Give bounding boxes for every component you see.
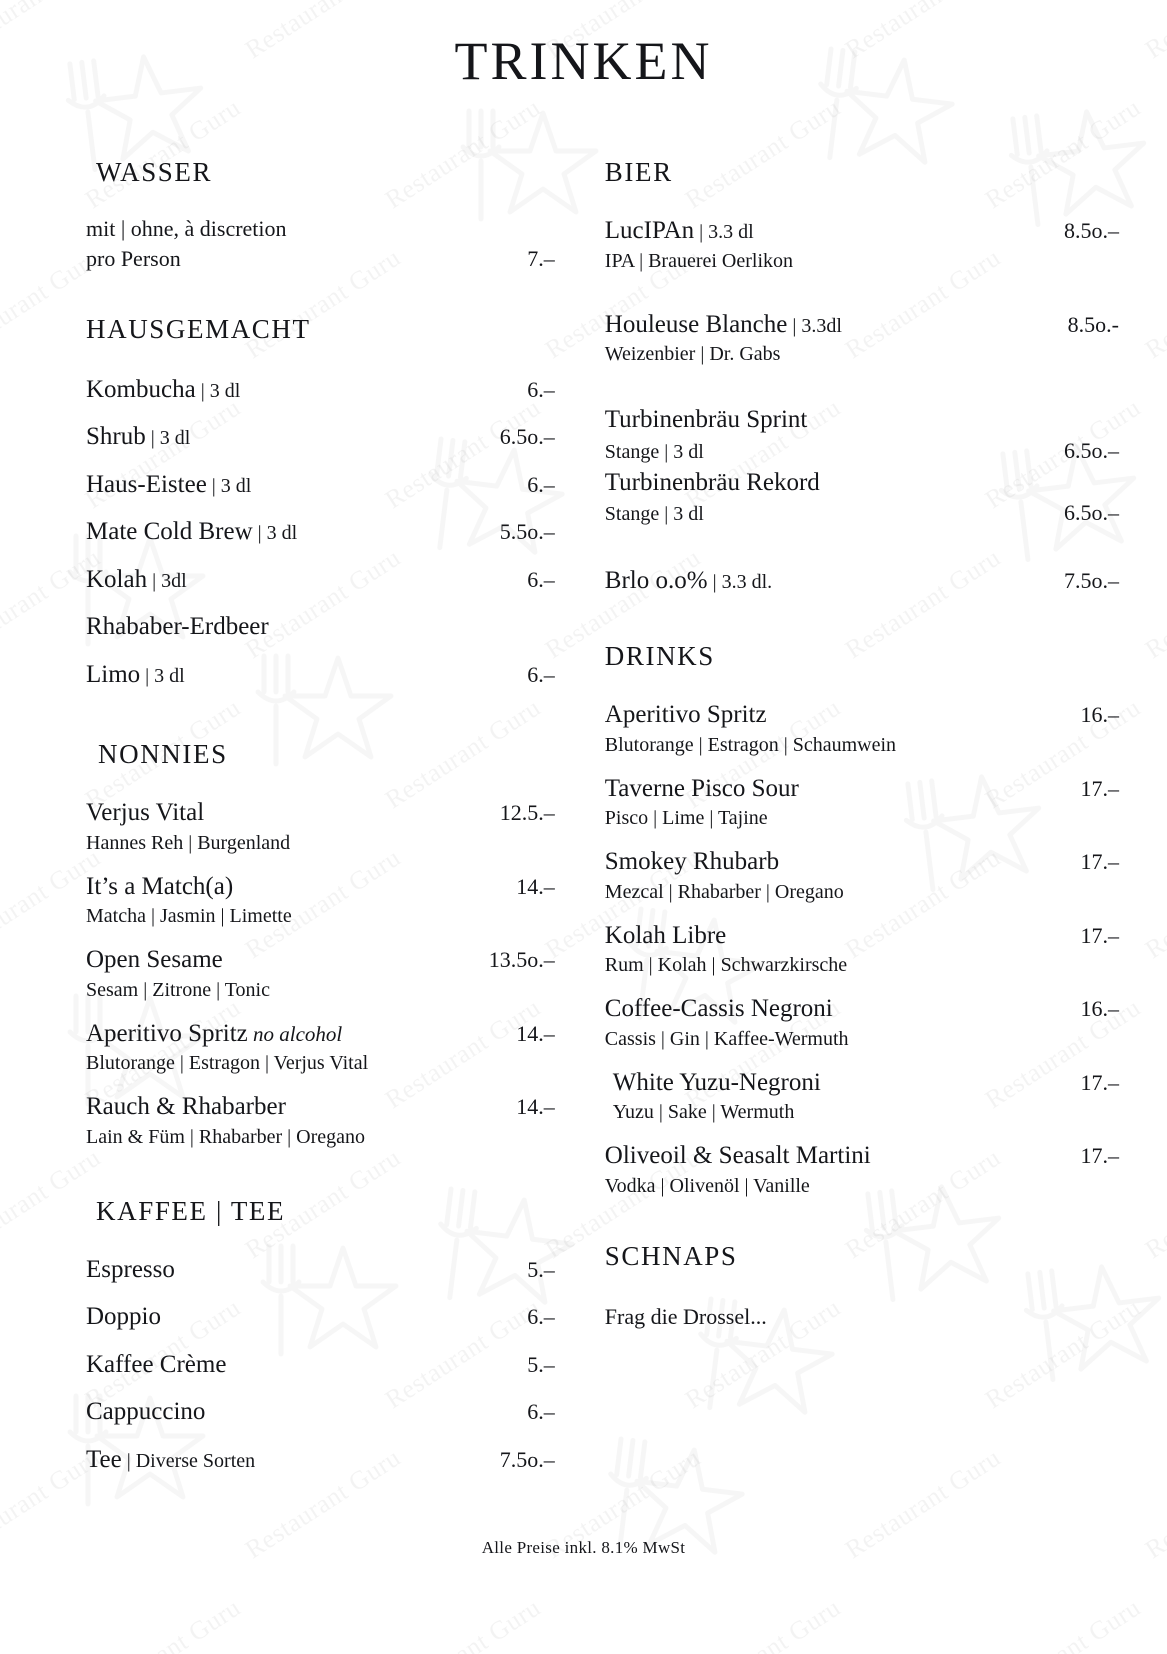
menu-item — [86, 943, 555, 1003]
item-price: 17.– — [1080, 775, 1119, 801]
item-name: Limo | 3 dl — [86, 660, 185, 688]
item-description-row — [605, 879, 1119, 905]
section-schnaps — [605, 1241, 1119, 1332]
item-price: 5.5o.– — [499, 519, 555, 545]
item-price-secondary: 6.5o.– — [1064, 500, 1119, 526]
menu-item — [605, 845, 1119, 905]
item-name: Doppio — [86, 1303, 161, 1331]
item-name: Turbinenbräu Sprint — [604, 406, 808, 434]
item-title-row — [86, 468, 555, 502]
item-name: Smokey Rhubarb — [604, 848, 780, 876]
item-description-row — [605, 1026, 1119, 1052]
section-heading-bier: BIER — [604, 157, 673, 188]
item-unit: | 3 dl — [206, 474, 252, 497]
item-price: 17.– — [1080, 1143, 1119, 1169]
item-unit: | 3dl — [147, 569, 187, 592]
left-column — [38, 157, 567, 1490]
item-name: mit | ohne, à discretion — [86, 216, 287, 242]
item-note: no alcohol — [247, 1021, 343, 1046]
item-name: Oliveoil & Seasalt Martini — [604, 1142, 871, 1170]
item-name: Cappuccino — [86, 1398, 206, 1426]
item-name: Rhababer-Erdbeer — [86, 613, 269, 641]
item-name: Haus-Eistee | 3 dl — [86, 470, 252, 498]
item-title-row — [605, 466, 1119, 500]
item-title-row — [86, 870, 555, 904]
section-heading-drinks: DRINKS — [604, 641, 715, 672]
item-title-row — [605, 919, 1119, 953]
menu-item — [86, 610, 555, 644]
menu-item — [86, 1090, 555, 1150]
item-price: 6.– — [527, 661, 555, 687]
menu-item — [613, 1066, 1119, 1126]
right-column — [567, 157, 1129, 1331]
item-description-row — [613, 1099, 1119, 1125]
item-title-row — [86, 1300, 555, 1334]
item-description-row — [605, 805, 1119, 831]
item-name: Aperitivo Spritz no alcohol — [86, 1019, 343, 1047]
item-price: 7.5o.– — [1064, 567, 1119, 593]
section-heading-nonnies: NONNIES — [98, 739, 228, 770]
item-name: Open Sesame — [86, 946, 223, 974]
section-drinks — [605, 641, 1119, 1199]
menu-item — [86, 1348, 555, 1382]
item-description-row — [605, 248, 1119, 274]
price-disclaimer: Alle Preise inkl. 8.1% MwSt — [481, 1538, 686, 1557]
item-title-row — [86, 1017, 555, 1051]
item-unit: | 3 dl — [195, 379, 241, 402]
menu-item — [86, 870, 555, 930]
menu-item — [605, 1302, 1119, 1332]
section-kaffee-tee — [86, 1196, 555, 1477]
item-price: 13.5o.– — [488, 947, 555, 973]
item-unit: | Diverse Sorten — [121, 1449, 256, 1472]
item-description-row — [605, 499, 1119, 528]
item-unit: | 3 dl — [145, 427, 191, 450]
item-description: Mezcal | Rhabarber | Oregano — [604, 880, 844, 903]
item-price: 12.5.– — [499, 800, 555, 826]
section-heading-wasser: WASSER — [96, 157, 213, 188]
item-name-secondary: pro Person — [86, 246, 181, 272]
item-list — [605, 1302, 1119, 1332]
item-price: 16.– — [1080, 996, 1119, 1022]
item-price: 16.– — [1080, 702, 1119, 728]
item-description-row — [605, 952, 1119, 978]
item-description: Yuzu | Sake | Wermuth — [612, 1101, 795, 1124]
section-heading-kaffee-tee: KAFFEE | TEE — [96, 1195, 286, 1226]
item-price: 7.5o.– — [499, 1446, 555, 1472]
section-nonnies — [86, 739, 555, 1150]
item-name: Houleuse Blanche | 3.3dl — [604, 310, 842, 338]
menu-item — [86, 420, 555, 454]
menu-item — [86, 515, 555, 549]
item-price: 8.5o.– — [1064, 218, 1119, 244]
item-title-row — [605, 1139, 1119, 1173]
item-title-row — [605, 214, 1119, 248]
item-title-row — [86, 515, 555, 549]
item-description: Lain & Füm | Rhabarber | Oregano — [86, 1125, 366, 1148]
menu-item — [605, 466, 1119, 528]
menu-item — [605, 403, 1119, 465]
item-description-row — [86, 903, 555, 929]
item-description: Pisco | Lime | Tajine — [604, 807, 768, 830]
item-title-row — [605, 845, 1119, 879]
menu-item — [605, 992, 1119, 1052]
item-description-row — [605, 1173, 1119, 1199]
item-description: Stange | 3 dl — [604, 440, 704, 463]
menu-item — [605, 1139, 1119, 1199]
item-unit: | 3.3 dl. — [707, 570, 773, 593]
menu-item — [86, 1443, 555, 1477]
item-description-row — [86, 1124, 555, 1150]
item-price: 17.– — [1080, 1069, 1119, 1095]
item-title-row — [86, 1348, 555, 1382]
item-title-row — [613, 1066, 1119, 1100]
page-title: TRINKEN — [454, 31, 713, 91]
section-heading-hausgemacht: HAUSGEMACHT — [86, 313, 311, 344]
item-title-row — [605, 564, 1119, 598]
item-title-row — [605, 308, 1119, 342]
item-title-row — [605, 992, 1119, 1026]
menu-item — [86, 1300, 555, 1334]
item-description: Matcha | Jasmin | Limette — [86, 905, 292, 928]
item-price: 6.– — [527, 1304, 555, 1330]
item-unit: | 3.3 dl — [694, 221, 754, 244]
item-list — [86, 1253, 555, 1477]
item-name: Mate Cold Brew | 3 dl — [86, 518, 298, 546]
menu-item — [86, 1253, 555, 1287]
item-description: Blutorange | Estragon | Schaumwein — [604, 733, 897, 756]
item-title-row — [605, 403, 1119, 437]
item-price-secondary: 6.5o.– — [1064, 437, 1119, 463]
item-list — [605, 214, 1119, 597]
item-price: 6.5o.– — [499, 424, 555, 450]
item-list — [86, 214, 555, 273]
menu-item — [605, 919, 1119, 979]
menu-item — [605, 698, 1119, 758]
item-name: Frag die Drossel... — [604, 1303, 767, 1329]
item-description: Weizenbier | Dr. Gabs — [604, 343, 781, 366]
item-list — [86, 796, 555, 1150]
item-title-row — [86, 658, 555, 692]
item-description-row — [605, 341, 1119, 367]
menu-item — [86, 796, 555, 856]
item-unit: | 3 dl — [252, 522, 298, 545]
item-price: 5.– — [527, 1351, 555, 1377]
item-title-row — [86, 1443, 555, 1477]
item-title-row — [86, 943, 555, 977]
item-description: Sesam | Zitrone | Tonic — [86, 978, 270, 1001]
item-name: Turbinenbräu Rekord — [604, 468, 820, 496]
item-price: 17.– — [1080, 922, 1119, 948]
item-name: Brlo o.o% | 3.3 dl. — [604, 566, 773, 594]
menu-item — [86, 1395, 555, 1429]
item-price: 6.– — [527, 1399, 555, 1425]
item-title-row — [86, 563, 555, 597]
menu-item — [86, 373, 555, 407]
item-title-row — [86, 1253, 555, 1287]
section-heading-schnaps: SCHNAPS — [604, 1240, 738, 1271]
item-name: Rauch & Rhabarber — [86, 1093, 286, 1121]
item-title-row — [86, 796, 555, 830]
item-name: It’s a Match(a) — [86, 872, 234, 900]
item-name: Coffee-Cassis Negroni — [604, 995, 833, 1023]
menu-item — [605, 308, 1119, 368]
item-price: 14.– — [516, 873, 555, 899]
item-list — [86, 373, 555, 692]
item-description: Vodka | Olivenöl | Vanille — [604, 1174, 810, 1197]
item-description: Stange | 3 dl — [604, 503, 704, 526]
menu-item — [86, 658, 555, 692]
section-hausgemacht — [86, 314, 555, 692]
item-description: Hannes Reh | Burgenland — [86, 831, 291, 854]
item-name: Shrub | 3 dl — [86, 423, 191, 451]
item-name: LucIPAn | 3.3 dl — [604, 217, 754, 245]
item-price: 17.– — [1080, 849, 1119, 875]
item-title-row — [86, 373, 555, 407]
item-description-row — [605, 732, 1119, 758]
item-description: IPA | Brauerei Oerlikon — [604, 249, 794, 272]
section-bier — [605, 157, 1119, 597]
item-name: White Yuzu-Negroni — [612, 1068, 821, 1096]
menu-item — [86, 563, 555, 597]
item-description: Blutorange | Estragon | Verjus Vital — [86, 1052, 369, 1075]
menu-columns — [0, 157, 1167, 1490]
item-name: Tee | Diverse Sorten — [86, 1445, 256, 1473]
item-price: 6.– — [527, 376, 555, 402]
item-price: 6.– — [527, 566, 555, 592]
item-title-row — [86, 1395, 555, 1429]
item-price: 14.– — [516, 1020, 555, 1046]
item-title-row — [86, 420, 555, 454]
item-description-row — [86, 830, 555, 856]
item-name: Taverne Pisco Sour — [604, 774, 799, 802]
item-title-row — [86, 610, 555, 644]
item-price: 5.– — [527, 1256, 555, 1282]
menu-item — [605, 214, 1119, 274]
item-list — [605, 698, 1119, 1199]
menu-item — [605, 772, 1119, 832]
menu-item — [86, 468, 555, 502]
item-title-row — [86, 1090, 555, 1124]
item-name: Kombucha | 3 dl — [86, 375, 241, 403]
item-description: Rum | Kolah | Schwarzkirsche — [604, 954, 848, 977]
item-price: 6.– — [527, 471, 555, 497]
item-price: 8.5o.- — [1067, 311, 1119, 337]
item-name: Kaffee Crème — [86, 1350, 227, 1378]
item-name: Espresso — [86, 1255, 175, 1283]
item-unit: | 3 dl — [140, 664, 185, 687]
item-title-row — [605, 772, 1119, 806]
menu-item — [86, 214, 555, 273]
item-name: Kolah Libre — [604, 921, 727, 949]
item-description-row — [86, 977, 555, 1003]
section-wasser — [86, 157, 555, 273]
item-name: Verjus Vital — [86, 799, 205, 827]
item-name: Aperitivo Spritz — [604, 701, 767, 729]
item-description: Cassis | Gin | Kaffee-Wermuth — [604, 1027, 849, 1050]
item-title-row — [605, 698, 1119, 732]
item-description-row — [605, 437, 1119, 466]
item-price: 14.– — [516, 1094, 555, 1120]
item-unit: | 3.3dl — [787, 314, 842, 337]
item-name: Kolah | 3dl — [86, 565, 187, 593]
item-price: 7.– — [527, 246, 555, 272]
menu-item — [605, 564, 1119, 598]
item-description-row — [86, 1050, 555, 1076]
menu-item — [86, 1017, 555, 1077]
